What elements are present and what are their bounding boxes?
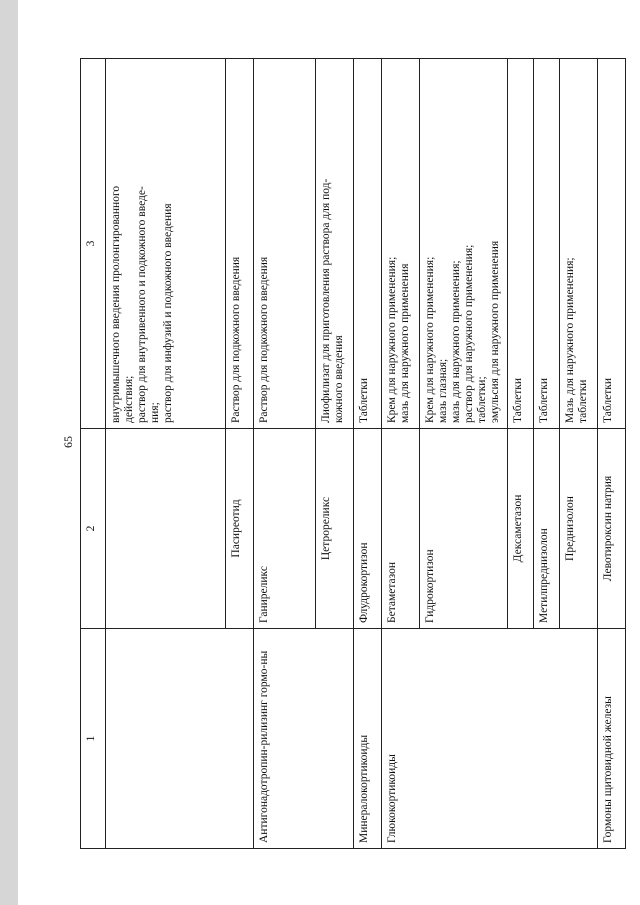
drug-cell: Ганиреликс <box>254 429 316 629</box>
header-col-1: 1 <box>81 629 106 849</box>
rotated-page <box>80 59 614 849</box>
forms-cell <box>316 59 354 429</box>
form-line: эмульсия для наружного применения <box>489 240 501 423</box>
form-line: Таблетки <box>538 377 550 423</box>
header-col-3: 3 <box>81 59 106 429</box>
table-row <box>598 59 626 849</box>
forms-cell <box>354 59 382 429</box>
form-line: мазь для наружного применения <box>399 263 411 423</box>
drug-table <box>80 58 626 849</box>
group-cell: Минералокортикоиды <box>354 629 382 849</box>
forms-cell <box>534 59 560 429</box>
form-line: ния; <box>149 402 161 423</box>
table-row <box>254 59 316 849</box>
form-line: Раствор для подкожного введения <box>230 256 242 423</box>
forms-cell <box>382 59 420 429</box>
form-line: таблетки <box>577 379 589 423</box>
form-line: мазь глазная; <box>437 358 449 423</box>
form-line: Таблетки <box>602 377 614 423</box>
forms-cell <box>598 59 626 429</box>
form-line: Раствор для подкожного введения <box>258 256 270 423</box>
form-line: раствор для инфузий и подкожного введения <box>162 203 174 423</box>
drug-cell: Пасиреотид <box>226 429 254 629</box>
forms-cell <box>106 59 226 429</box>
group-cell: Глюкокортикоиды <box>382 629 598 849</box>
group-cell <box>106 629 254 849</box>
form-line: Таблетки <box>512 377 524 423</box>
form-line: внутримышечного введения пролонгированного <box>110 185 122 423</box>
scan-left-edge <box>0 0 18 905</box>
forms-cell <box>420 59 508 429</box>
page-number: 65 <box>61 436 75 448</box>
group-cell: Антигонадотропин-рилизинг гормо-ны <box>254 629 354 849</box>
form-line: Крем для наружного применения; <box>424 256 436 423</box>
drug-cell: Метилпреднизолон <box>534 429 560 629</box>
form-line: Крем для наружного применения; <box>386 256 398 423</box>
drug-cell: Бетаметазон <box>382 429 420 629</box>
form-line: таблетки; <box>476 376 488 423</box>
header-row <box>81 59 106 849</box>
table-row <box>354 59 382 849</box>
drug-cell: Преднизолон <box>560 429 598 629</box>
header-col-2: 2 <box>81 429 106 629</box>
forms-cell <box>560 59 598 429</box>
form-line: Лиофилизат для приготовления раствора для под- <box>320 178 332 423</box>
table-row <box>382 59 420 849</box>
forms-cell <box>508 59 534 429</box>
form-line: мазь для наружного применения; <box>450 260 462 423</box>
form-line: действия; <box>123 375 135 423</box>
forms-cell <box>226 59 254 429</box>
drug-cell: Левотироксин натрия <box>598 429 626 629</box>
table-row <box>106 59 226 849</box>
form-line: Таблетки <box>358 377 370 423</box>
drug-cell: Дексаметазон <box>508 429 534 629</box>
form-line: кожного введения <box>333 335 345 423</box>
form-line: раствор для внутривенного и подкожного введе- <box>136 186 148 423</box>
drug-cell: Гидрокортизон <box>420 429 508 629</box>
drug-cell <box>106 429 226 629</box>
form-line: Мазь для наружного применения; <box>564 257 576 423</box>
forms-cell <box>254 59 316 429</box>
drug-cell: Цетрореликс <box>316 429 354 629</box>
form-line: раствор для наружного применения; <box>463 244 475 423</box>
drug-cell: Флудрокортизон <box>354 429 382 629</box>
group-cell: Гормоны щитовидной железы <box>598 629 626 849</box>
